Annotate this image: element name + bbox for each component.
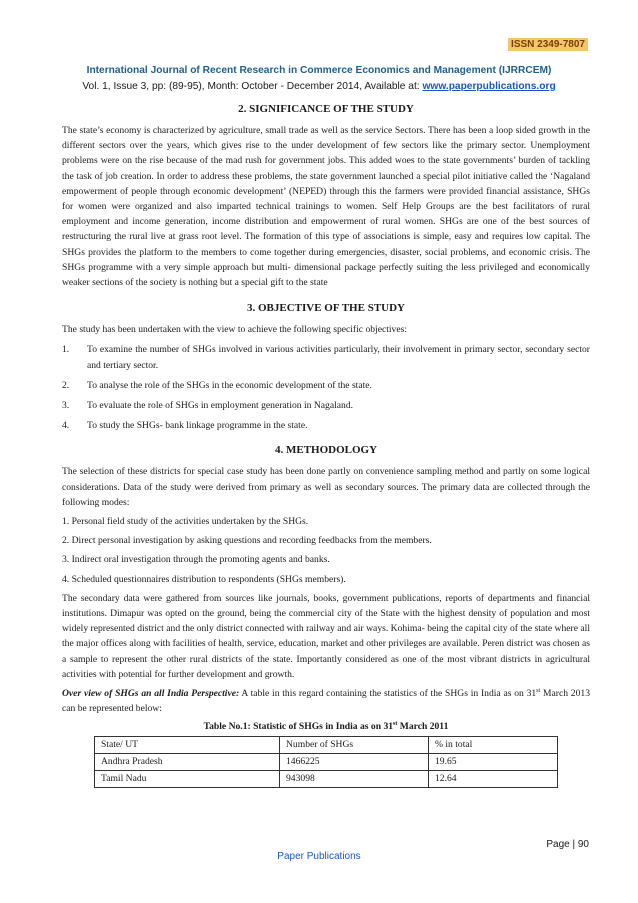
table-header-cell: % in total: [429, 736, 558, 753]
article-body: [62, 103, 590, 788]
table-cell: 943098: [280, 770, 429, 787]
shg-statistics-table: [94, 736, 558, 788]
section-3-intro: The study has been undertaken with the view to achieve the following specific objectives:: [62, 324, 408, 336]
objective-item: 4. To study the SHGs- bank linkage programme in the state.: [62, 420, 308, 432]
table-cell: 12.64: [429, 770, 558, 787]
table-header-cell: State/ UT: [95, 736, 280, 753]
volume-text: Vol. 1, Issue 3, pp: (89-95), Month: October - December 2014, Available at:: [82, 81, 423, 92]
issn-badge: ISSN 2349-7807: [508, 38, 588, 51]
table-cell: Tamil Nadu: [95, 770, 280, 787]
mode-item: 2. Direct personal investigation by asking questions and recording feedbacks from the members.: [62, 535, 432, 547]
objectives-list: [62, 342, 590, 433]
section-4-paragraph-2: The secondary data were gathered from sources like journals, books, government publications, reports of departments and financial institutions. Dimapur was opted on the ground, being the commercial city of the State with the highest density of population and most widely represented district and the only district connected with railway and air ways. Kohima- being the capital city of the state where all the major offices along with facilities of health, service, education, market and other privileges are available. Peren district was chosen as a sample to represent the other rural districts of the state. Importantly considered as one of the most vibrant districts in agricultural activities with potential for further development and growth.: [62, 592, 590, 680]
objective-item: 3. To evaluate the role of SHGs in employment generation in Nagaland.: [62, 400, 354, 412]
mode-item: 3. Indirect oral investigation through the promoting agents and banks.: [62, 554, 330, 566]
overview-paragraph: Over view of SHGs an all India Perspective: A table in this regard containing the statistics of the SHGs in India as on 31st March 2013 can be represented below:: [62, 687, 590, 715]
section-4-paragraph-1: The selection of these districts for special case study has been done partly on convenience sampling method and partly on some logical considerations. Data of the study were derived from primary as well as secondary sources. The primary data are collected through the following modes:: [62, 466, 590, 508]
mode-item: 4. Scheduled questionnaires distribution to respondents (SHGs members).: [62, 573, 346, 585]
table-cell: Andhra Pradesh: [95, 753, 280, 770]
table-cell: 1466225: [280, 753, 429, 770]
publisher-footer: Paper Publications: [277, 851, 361, 862]
table-header-row: [95, 736, 558, 753]
section-2-heading: 2. SIGNIFICANCE OF THE STUDY: [238, 103, 414, 115]
section-3-heading: 3. OBJECTIVE OF THE STUDY: [246, 302, 405, 315]
website-link[interactable]: www.paperpublications.org: [422, 81, 556, 92]
page-number: Page | 90: [546, 839, 589, 850]
objective-item: 2. To analyse the role of the SHGs in the economic development of the state.: [62, 379, 372, 391]
table-row: [95, 770, 558, 787]
overview-label: Over view of SHGs an all India Perspective:: [62, 688, 240, 700]
mode-item: 1. Personal field study of the activities undertaken by the SHGs.: [62, 516, 309, 528]
section-2-paragraph: The state’s economy is characterized by agriculture, small trade as well as the service Sectors. There has been a loop sided growth in the different sectors over the years, which gives rise to the under development of few sectors like the primary sector. Unemployment problems were on the rise because of the mad rush for government jobs. This added woes to the state governments’ burden of tackling the task of job creation. In order to address these problems, the state government launched a special pilot initiative called the ‘Nagaland empowerment of people through economic development’ (NEPED) through this the farmers were provided financial assistance, SHGs for women were organized and also imparted technical trainings to women. Self Help Groups are the best facilitators of rural employment and income generation, income distribution and empowerment of rural women. SHGs are one of the best sources of restructuring the rural live at grass root level. The formation of this type of associations is simple, easy and requires low capital. The SHGs provides the platform to the members to come together during emergencies, disaster, social problems, and economic crisis. The SHGs programme with a very simple approach but multi- dimensional package perfectly suiting the less privileged and economically weaker sections of the society is nothing but a special gift to the state: [62, 125, 590, 289]
table-row: [95, 753, 558, 770]
objective-item: 1. To examine the number of SHGs involved in various activities particularly, their involvement in primary sector, secondary sector and tertiary sector.: [62, 344, 590, 371]
table-caption: Table No.1: Statistic of SHGs in India as on 31st March 2011: [203, 720, 449, 732]
volume-line: [0, 81, 638, 92]
journal-title: International Journal of Recent Research in Commerce Economics and Management (IJRRCEM): [86, 65, 552, 76]
section-4-heading: 4. METHODOLOGY: [274, 444, 378, 457]
table-header-cell: Number of SHGs: [280, 736, 429, 753]
table-cell: 19.65: [429, 753, 558, 770]
